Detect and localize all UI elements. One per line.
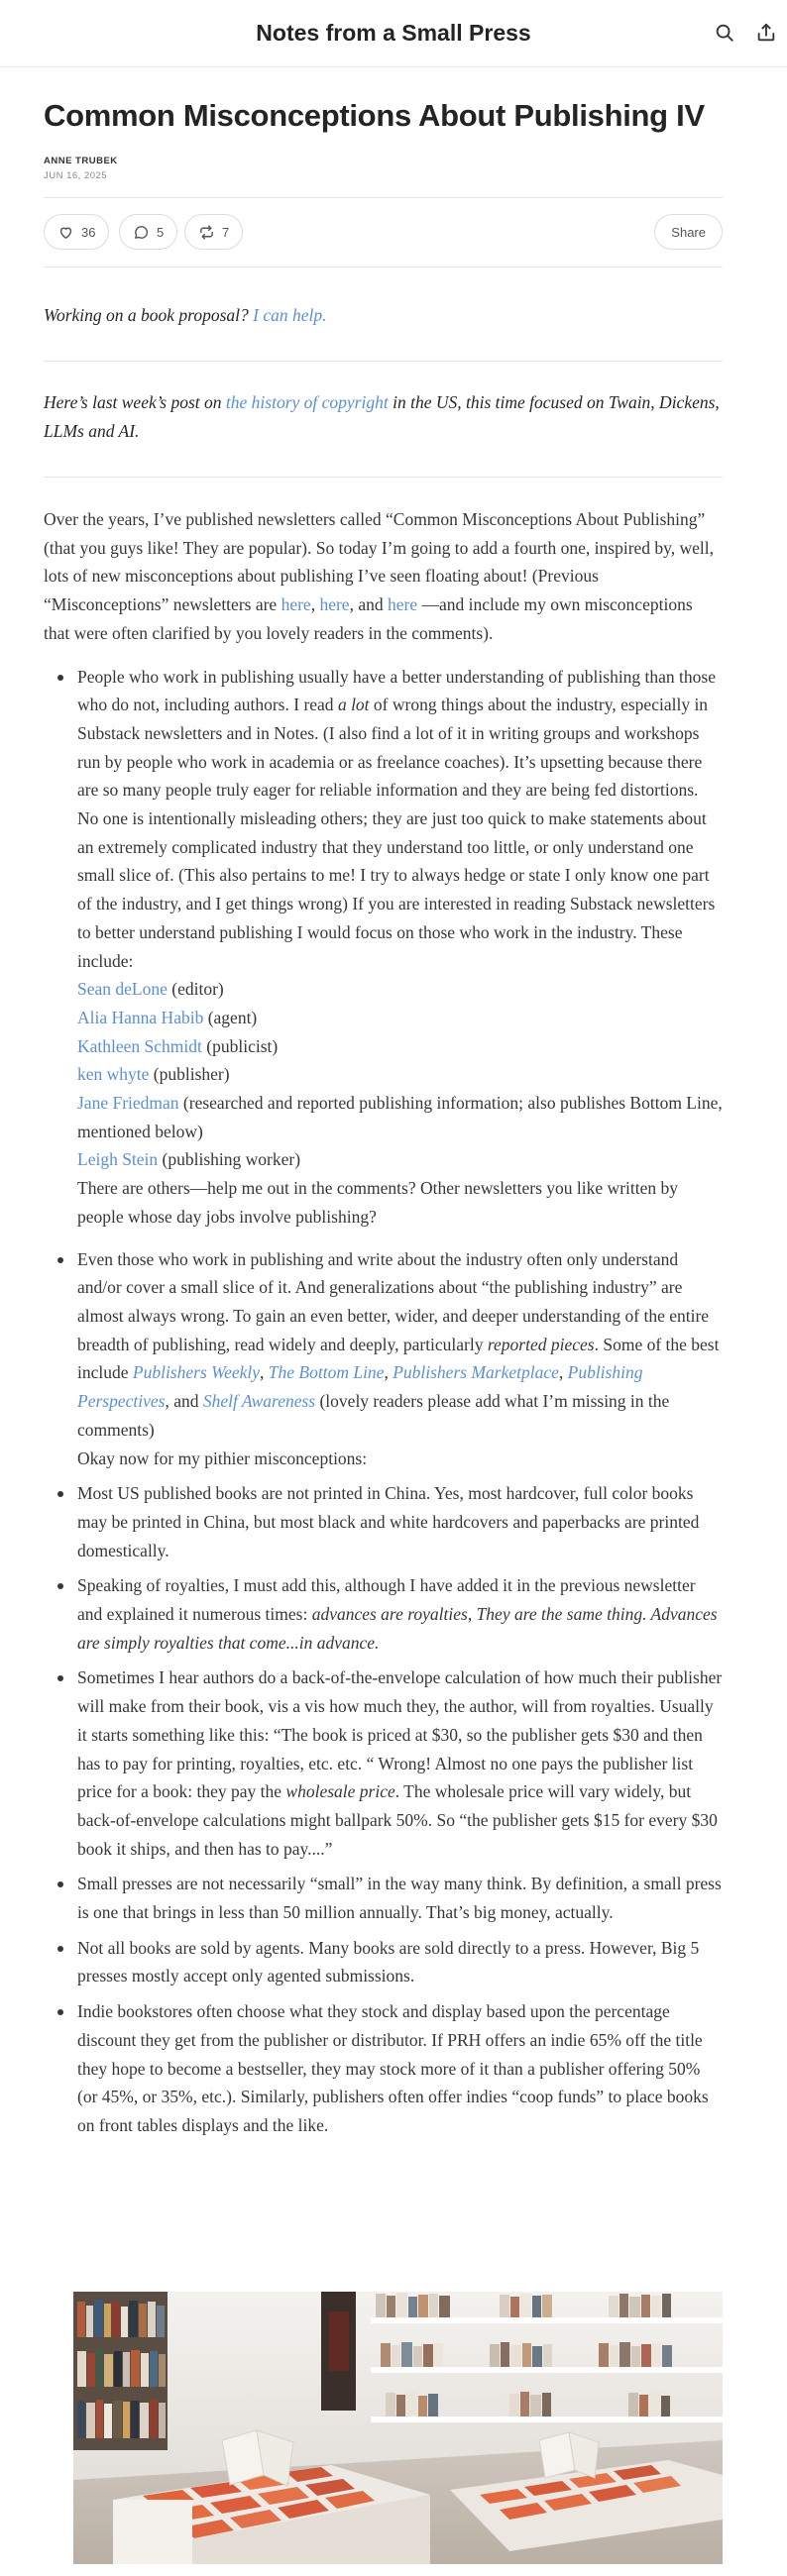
restack-button[interactable] [184,214,243,250]
share-icon[interactable] [755,22,777,44]
list-item: Indie bookstores often choose what they stock and display based upon the percentage discount they get from the publisher or distributor. If PRH offers an indie 65% off the title they hope to become a bestseller, they may stock more of it than a publisher offering 50% (or 45%, or 35%, etc.). Similarly, publishers often offer indies “coop funds” to place books on front tables displays and the like. [44,1997,723,2140]
previous-newsletter-link-2[interactable]: here [319,594,350,615]
last-week-note: Here’s last week’s post on the history of copyright in the US, this time focused on Twain, Dickens, LLMs and AI. [44,392,720,441]
misconceptions-list-1 [44,663,723,1232]
publishing-perspectives-link[interactable]: Publishing Perspectives [77,1362,643,1412]
newsletter-link-jane-friedman[interactable]: Jane Friedman [77,1093,179,1114]
list-item: Sometimes I hear authors do a back-of-the-envelope calculation of how much their publisher will make from their book, vis a vis how much they, the author, will from royalties. Usually it starts something like this: “The book is priced at $30, so the publisher gets $30 and then has to pay for printing, royalties, etc. etc. “ Wrong! Almost no one pays the publisher list price for a book: they pay the wholesale price. The wholesale price will vary widely, but back-of-envelope calculations might ballpark 50%. So “the publisher gets $15 for every $30 book it ships, and then has to pay....” [44,1664,723,1863]
publishers-marketplace-link[interactable]: Publishers Marketplace [393,1362,559,1383]
comment-count: 5 [157,224,165,240]
top-bar [0,0,787,67]
misconceptions-list-2 [44,1245,723,2140]
bookstore-illustration [73,2292,723,2564]
newsletter-link-leigh-stein[interactable]: Leigh Stein [77,1149,159,1170]
promo-link[interactable]: I can help. [253,305,327,325]
bottom-line-link[interactable]: The Bottom Line [268,1362,385,1383]
divider [44,361,723,362]
restack-icon [198,224,215,241]
previous-newsletter-link-1[interactable]: here [281,594,311,615]
post-date: JUN 16, 2025 [44,170,108,181]
like-count: 36 [81,224,96,240]
divider [44,477,723,478]
newsletter-link-sean-delone[interactable]: Sean deLone [77,979,168,1000]
list-item: Small presses are not necessarily “small” in the way many think. By definition, a small press is one that brings in less than 50 million annually. That’s big money, actually. [44,1870,723,1926]
post-title: Common Misconceptions About Publishing IV [44,98,705,133]
search-icon[interactable] [714,22,735,44]
share-label: Share [671,224,706,240]
author-name[interactable]: ANNE TRUBEK [44,156,118,166]
list-item: Most US published books are not printed in China. Yes, most hardcover, full color books may be printed in China, but most black and white hardcovers and paperbacks are printed domestically. [44,1479,723,1564]
shelf-awareness-link[interactable]: Shelf Awareness [202,1391,316,1412]
article [44,67,723,2140]
intro-paragraph: Over the years, I’ve published newsletters called “Common Misconceptions About Publishing” (that you guys like! They are popular). So today I’m going to add a fourth one, inspired by, well, lots of new misconceptions about publishing I’ve seen floating about! (Previous “Misconceptions” newsletters are here, here, and here —and include my own misconceptions that were often clarified by you lovely readers in the comments). [44,509,715,643]
newsletter-link-kathleen-schmidt[interactable]: Kathleen Schmidt [77,1035,202,1056]
list-item: Not all books are sold by agents. Many books are sold directly to a press. However, Big 5 presses mostly accept only agented submissions. [44,1934,723,1990]
site-title[interactable]: Notes from a Small Press [256,20,531,46]
list-item: Speaking of royalties, I must add this, although I have added it in the previous newsletter and explained it numerous times: advances are royalties, They are the same thing. Advances are simply royalties that come...in advance. [44,1571,723,1657]
share-button[interactable] [654,214,723,250]
newsletter-link-ken-whyte[interactable]: ken whyte [77,1064,150,1085]
heart-icon [57,224,74,241]
previous-newsletter-link-3[interactable]: here [387,594,418,615]
publishers-weekly-link[interactable]: Publishers Weekly [132,1362,261,1383]
divider [44,267,723,268]
comment-icon [133,224,150,241]
list-item: People who work in publishing usually have a better understanding of publishing than those who do not, including authors. I read a lot of wrong things about the industry, especially in Substack newsletters and in Notes. (I also find a lot of it in writing groups and workshops run by people who work in academia or as freelance coaches). It’s upsetting because there are so many people truly eager for reliable information and they are being fed distortions. No one is intentionally misleading others; they are just too quick to make statements about an extremely complicated industry that they understand too little, or only understand one small slice of. (This also pertains to me! I try to always hedge or state I only know one part of the industry, and I get things wrong) If you are interested in reading Substack newsletters to better understand publishing I would focus on those who work in the industry. These include: Sean deLone (editor) Alia Hanna Habib (agent) Kathleen Schmidt (publicist) ken whyte (publisher) Jane Friedman (researched and reported publishing information; also publishes Bottom Line, mentioned below) Leigh Stein (publishing worker) There are others—help me out in the comments? Other newsletters you like written by people whose day jobs involve publishing? [44,663,723,1232]
restack-count: 7 [222,224,230,240]
bookstore-photo[interactable] [73,2292,723,2564]
promo-text: Working on a book proposal? I can help. [44,305,327,325]
like-button[interactable] [44,214,109,250]
list-item: Even those who work in publishing and write about the industry often only understand and/or cover a small slice of it. And generalizations about “the publishing industry” are almost always wrong. To gain an even better, wider, and deeper understanding of the entire breadth of publishing, read widely and deeply, particularly reported pieces. Some of the best include Publishers Weekly, The Bottom Line, Publishers Marketplace, Publishing Perspectives, and Shelf Awareness (lovely readers please add what I’m missing in the comments) Okay now for my pithier misconceptions: [44,1245,723,1473]
newsletter-link-alia-hanna-habib[interactable]: Alia Hanna Habib [77,1007,204,1027]
action-bar [44,198,723,267]
comment-button[interactable] [119,214,177,250]
copyright-post-link[interactable]: the history of copyright [225,392,389,412]
